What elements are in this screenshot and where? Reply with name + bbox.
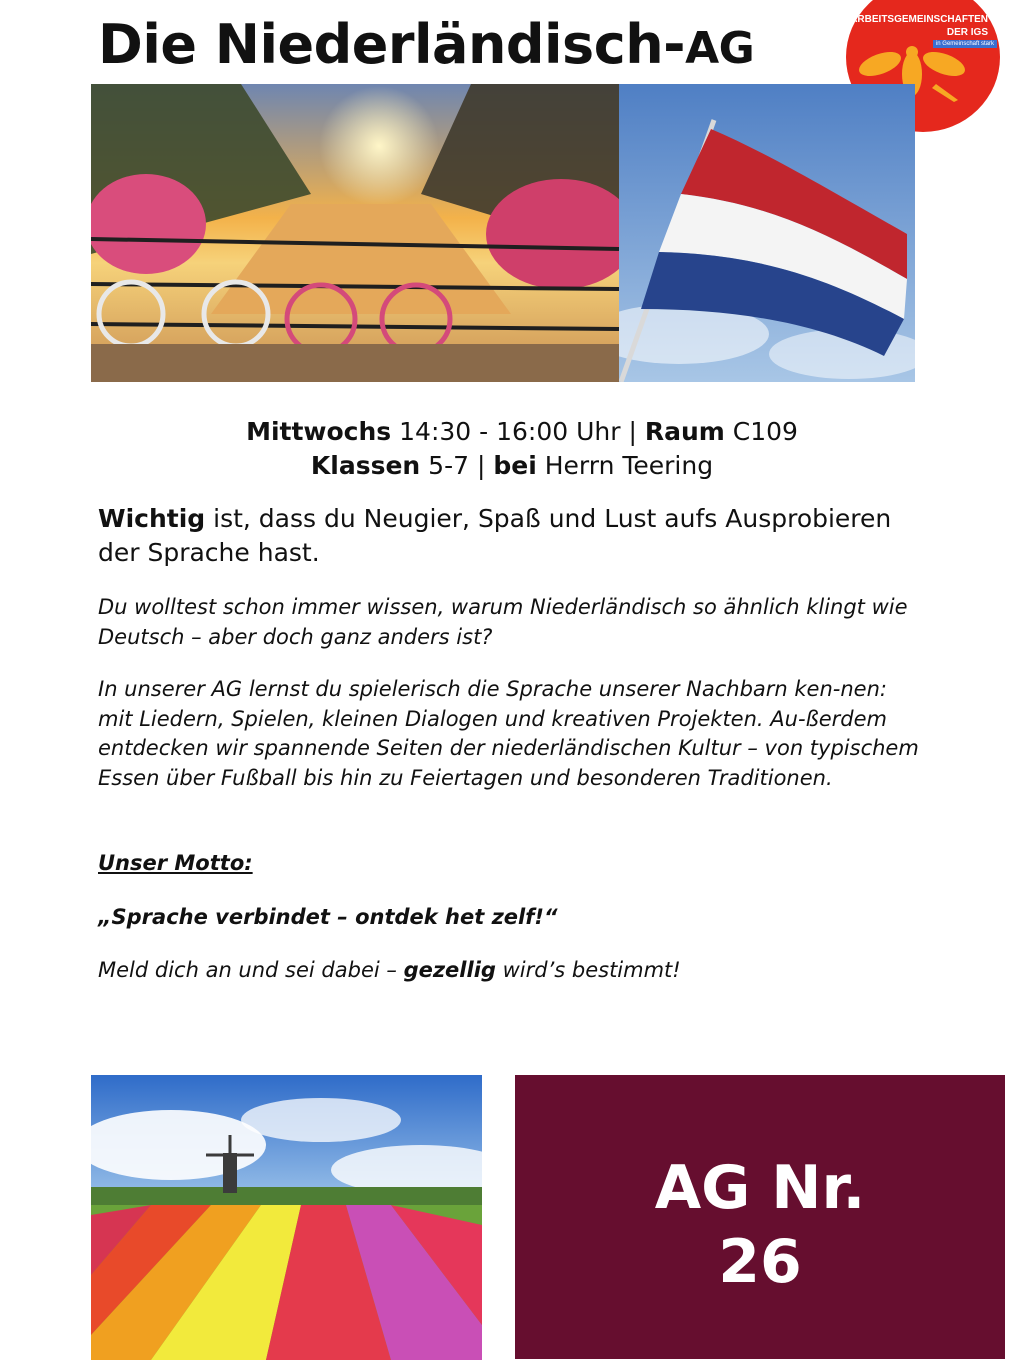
netherlands-flag-photo	[619, 84, 915, 382]
teacher-label: bei	[493, 451, 537, 480]
title-main: Die Niederländisch-	[98, 13, 686, 76]
classes-text: 5-7 |	[420, 451, 494, 480]
room-text: C109	[724, 417, 798, 446]
important-paragraph	[98, 502, 928, 570]
motto-text: „Sprache verbindet – ontdek het zelf!“	[98, 905, 558, 929]
tulip-field-photo	[91, 1075, 482, 1360]
ag-number-label: AG Nr.	[654, 1153, 866, 1223]
time-text: 14:30 - 16:00 Uhr |	[391, 417, 645, 446]
ag-number-value: 26	[718, 1227, 802, 1297]
page-title	[98, 10, 754, 84]
question-paragraph: Du wolltest schon immer wissen, warum Niederländisch so ähnlich klingt wie Deutsch – aber doch ganz anders ist?	[98, 595, 908, 649]
room-label: Raum	[644, 417, 725, 446]
title-suffix: AG	[685, 23, 755, 74]
ag-number-box	[515, 1075, 1005, 1359]
cta-before: Meld dich an und sei dabei –	[98, 958, 404, 982]
teacher-text: Herrn Teering	[536, 451, 714, 480]
cta-after: wird’s bestimmt!	[495, 958, 681, 982]
important-text: ist, dass du Neugier, Spaß und Lust aufs Ausprobieren der Sprache hast.	[98, 504, 892, 567]
logo-line3: in Gemeinschaft stark	[933, 40, 997, 48]
logo-line2: DER IGS	[946, 27, 988, 38]
signup-paragraph	[98, 955, 928, 985]
schedule-line	[0, 415, 1024, 449]
classes-line	[0, 449, 1024, 483]
description-paragraph: In unserer AG lernst du spielerisch die Sprache unserer Nachbarn ken-nen: mit Liedern, Spielen, kleinen Dialogen und kreativen Projekten. Au-ßerdem entdecken wir spannende Seiten der niederländischen Kultur – von typischem Essen über Fußball bis hin zu Feiertagen und besonderen Traditionen.	[98, 677, 919, 790]
day-label: Mittwochs	[246, 417, 392, 446]
motto-label: Unser Motto:	[98, 851, 253, 875]
important-label: Wichtig	[98, 504, 206, 533]
logo-line1: ARBEITSGEMEINSCHAFTEN	[850, 14, 988, 25]
canal-photo	[91, 84, 619, 382]
cta-bold: gezellig	[403, 958, 496, 982]
classes-label: Klassen	[310, 451, 421, 480]
